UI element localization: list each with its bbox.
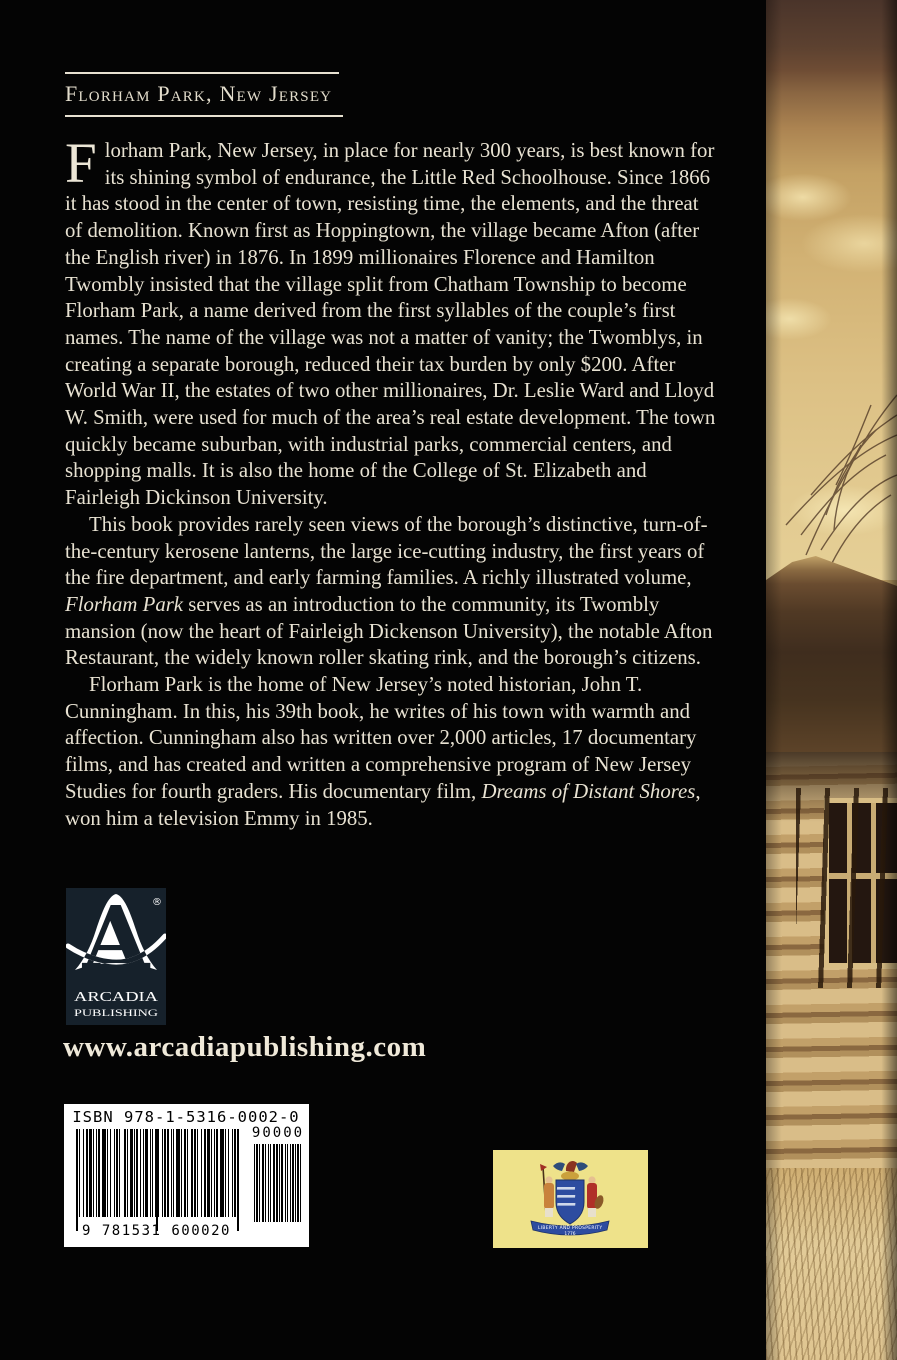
- page-title: Florham Park, New Jersey: [65, 81, 333, 106]
- price-code: 90000: [251, 1125, 305, 1141]
- side-photo: [766, 0, 897, 1360]
- new-jersey-state-flag: [493, 1150, 648, 1248]
- logo-name-publishing: PUBLISHING: [74, 1009, 159, 1019]
- drop-cap: F: [65, 132, 97, 195]
- photo-vignette: [766, 0, 897, 1360]
- text-segment: serves as an introduction to the community, its Twombly mansion (now the heart of Fairleigh Dickenson University), the notable Afton Restaurant, the widely known roller skating rink, and the borough’s citizens.: [65, 592, 713, 670]
- italic-book-title: Dreams of Distant Shores: [481, 779, 696, 803]
- body-paragraph: [65, 132, 717, 512]
- arcadia-publishing-logo: [66, 888, 166, 1025]
- italic-book-title: Florham Park: [65, 592, 184, 616]
- publisher-website: www.arcadiapublishing.com: [63, 1031, 427, 1063]
- nj-flag-icon: [493, 1150, 648, 1248]
- flag-year: 1776: [564, 1232, 576, 1237]
- title-rule-bottom: [65, 115, 343, 117]
- body-paragraph: [65, 672, 717, 832]
- text-segment: lorham Park, New Jersey, in place for nearly 300 years, is best known for its shining symbol of endurance, the Little Red Schoolhouse. Since 1866 it has stood in the center of town, resisting time, the elements, and the threat of demolition. Known first as Hoppingtown, the village became Afton (after the English river) in 1876. In 1899 millionaires Florence and Hamilton Twombly insisted that the village split from Chatham Township to become Florham Park, a name derived from the first syllables of the couple’s first names. The name of the village was not a matter of vanity; the Twomblys, in creating a separate borough, reduced their tax burden by only $200. After World War II, the estates of two other millionaires, Dr. Leslie Ward and Lloyd W. Smith, were used for much of the area’s real estate development. The town quickly became suburban, with industrial parks, commercial centers, and shopping malls. It is also the home of the College of St. Elizabeth and Fairleigh Dickinson University.: [65, 139, 716, 510]
- title-block: [65, 72, 345, 117]
- logo-letter-a: A: [82, 888, 150, 989]
- isbn-number: ISBN 978-1-5316-0002-0: [72, 1108, 300, 1126]
- flag-motto: LIBERTY AND PROSPERITY: [538, 1226, 602, 1231]
- text-segment: This book provides rarely seen views of the borough’s distinctive, turn-of-the-century kerosene lanterns, the large ice-cutting industry, the first years of the fire department, and early farming families. A richly illustrated volume,: [65, 512, 708, 590]
- publisher-logo-icon: [66, 888, 166, 1025]
- isbn-barcode: [64, 1104, 309, 1247]
- barcode-icon: [64, 1104, 309, 1247]
- text-segment: , won him a television Emmy in 1985.: [65, 779, 701, 830]
- text-segment: Florham Park is the home of New Jersey’s noted historian, John T. Cunningham. In this, his 39th book, he writes of his town with warmth and affection. Cunningham also has written over 2,000 articles, 17 documentary films, and has created and written a comprehensive program of New Jersey Studies for fourth graders. His documentary film,: [65, 673, 697, 803]
- registered-trademark-icon: ®: [152, 897, 162, 908]
- title-rule-top: [65, 72, 339, 74]
- back-cover-text: [65, 132, 717, 832]
- barcode-digits: 9 781531 600020: [82, 1223, 231, 1239]
- body-paragraph: [65, 512, 717, 672]
- logo-name-arcadia: ARCADIA: [74, 989, 159, 1004]
